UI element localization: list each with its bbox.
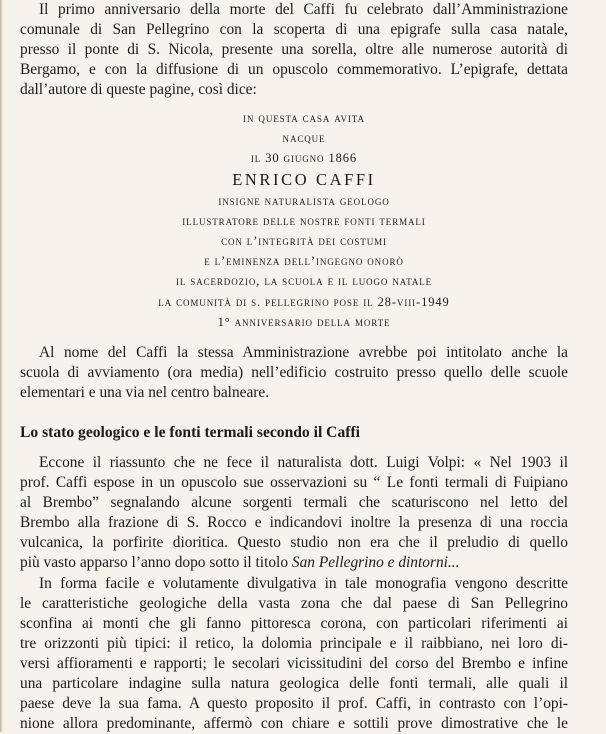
section-heading: Lo stato geologico e le fonti termali secondo il Caffi	[20, 424, 360, 441]
epigraph-footer-line: la comunità di s. pellegrino pose il 28-viii-1949	[158, 295, 450, 309]
text-line: presso il ponte di S. Nicola, presente una sorella, oltre alle numerose autorità di	[20, 41, 568, 59]
text-line: Eccone il riassunto che ne fece il naturalista dott. Luigi Volpi: « Nel 1903 il	[39, 454, 568, 471]
text-line: al Brembo” segnalando alcune sorgenti termali che scaturiscono nel letto del	[20, 494, 568, 512]
text-line	[20, 553, 568, 573]
text-run: più vasto apparso l’anno dopo sotto il titolo	[20, 554, 292, 572]
text-line: dall’autore di queste pagine, così dice:	[20, 81, 257, 99]
epigraph-footer	[40, 292, 568, 332]
text-line: scuola di avviamento (ora media) nell’edificio costruito presso quello delle scuole	[20, 364, 568, 382]
epigraph-line: il sacerdozio, la scuola e il luogo natale	[175, 274, 433, 289]
text-line: Il primo anniversario della morte del Caffi fu celebrato dall’Amministrazione	[39, 1, 568, 18]
epigraph-line: e l’eminenza dell’ingegno onorò	[204, 254, 404, 269]
text-line: versi affioramenti e rapporti; le secolari vicissitudini del corso del Brembo e infine	[20, 654, 568, 672]
text-line: Brembo alla frazione di S. Rocco e indicandovi inoltre la presenza di una roccia	[20, 514, 568, 532]
text-line: paese deve la sua fama. A questo proposito il prof. Caffi, in contrasto con l’opi-	[20, 695, 568, 713]
text-line: elementari e una via nel centro balneare.	[20, 384, 270, 402]
text-line: Al nome del Caffi la stessa Amministrazione avrebbe poi intitolato anche la	[39, 344, 568, 361]
text-line: una particolare indagine sulla natura geologica delle fonti termali, alle quali il	[20, 675, 568, 693]
epigraph-line: nacque	[282, 131, 326, 146]
text-line: comunale di San Pellegrino con la scoperta di una epigrafe sulla casa natale,	[20, 21, 568, 39]
text-line: Bergamo, e con la diffusione di un opuscolo commemorativo. L’epigrafe, dettata	[20, 61, 568, 79]
epigraph-name: ENRICO CAFFI	[232, 169, 376, 189]
text-line: tre orizzonti più tipici: il retico, la dolomia principale e il raibbiano, nei loro di-	[20, 634, 568, 652]
epigraph-line: in questa casa avita	[243, 111, 365, 125]
epigraph-line: con l’integrità dei costumi	[221, 234, 387, 249]
epigraph-line: insigne naturalista geologo	[218, 193, 390, 208]
intro-paragraph	[20, 0, 568, 100]
epigraph-line: illustratore delle nostre fonti termali	[182, 213, 426, 228]
text-line: sconfina ai monti che gli fanno pittoresca corona, con particolari riferimenti ai	[20, 614, 568, 632]
text-line: prof. Caffi espose in un opuscolo sue osservazioni su “ Le fonti termali di Fuipiano	[20, 474, 568, 492]
epigraph-footer-line: 1° anniversario della morte	[217, 315, 391, 330]
epigraph	[40, 108, 568, 292]
text-line: In forma facile e volutamente divulgativa in tale monografia vengono descritte	[39, 574, 568, 592]
epigraph-line: il 30 giugno 1866	[250, 151, 358, 166]
naming-paragraph	[20, 343, 568, 403]
text-line: vulcanica, la porfirite dioritica. Questo studio non era che il preludio di quello	[20, 534, 568, 552]
summary-paragraph	[20, 453, 568, 734]
text-line: nione allora predominante, affermò con chiare e sottili prove dimostrative che le	[20, 715, 568, 733]
page-edge-shadow	[0, 0, 3, 732]
book-title: San Pellegrino e dintorni...	[291, 554, 460, 572]
text-line: le caratteristiche geologiche della vasta zona che dal paese di San Pellegrino	[20, 594, 568, 612]
